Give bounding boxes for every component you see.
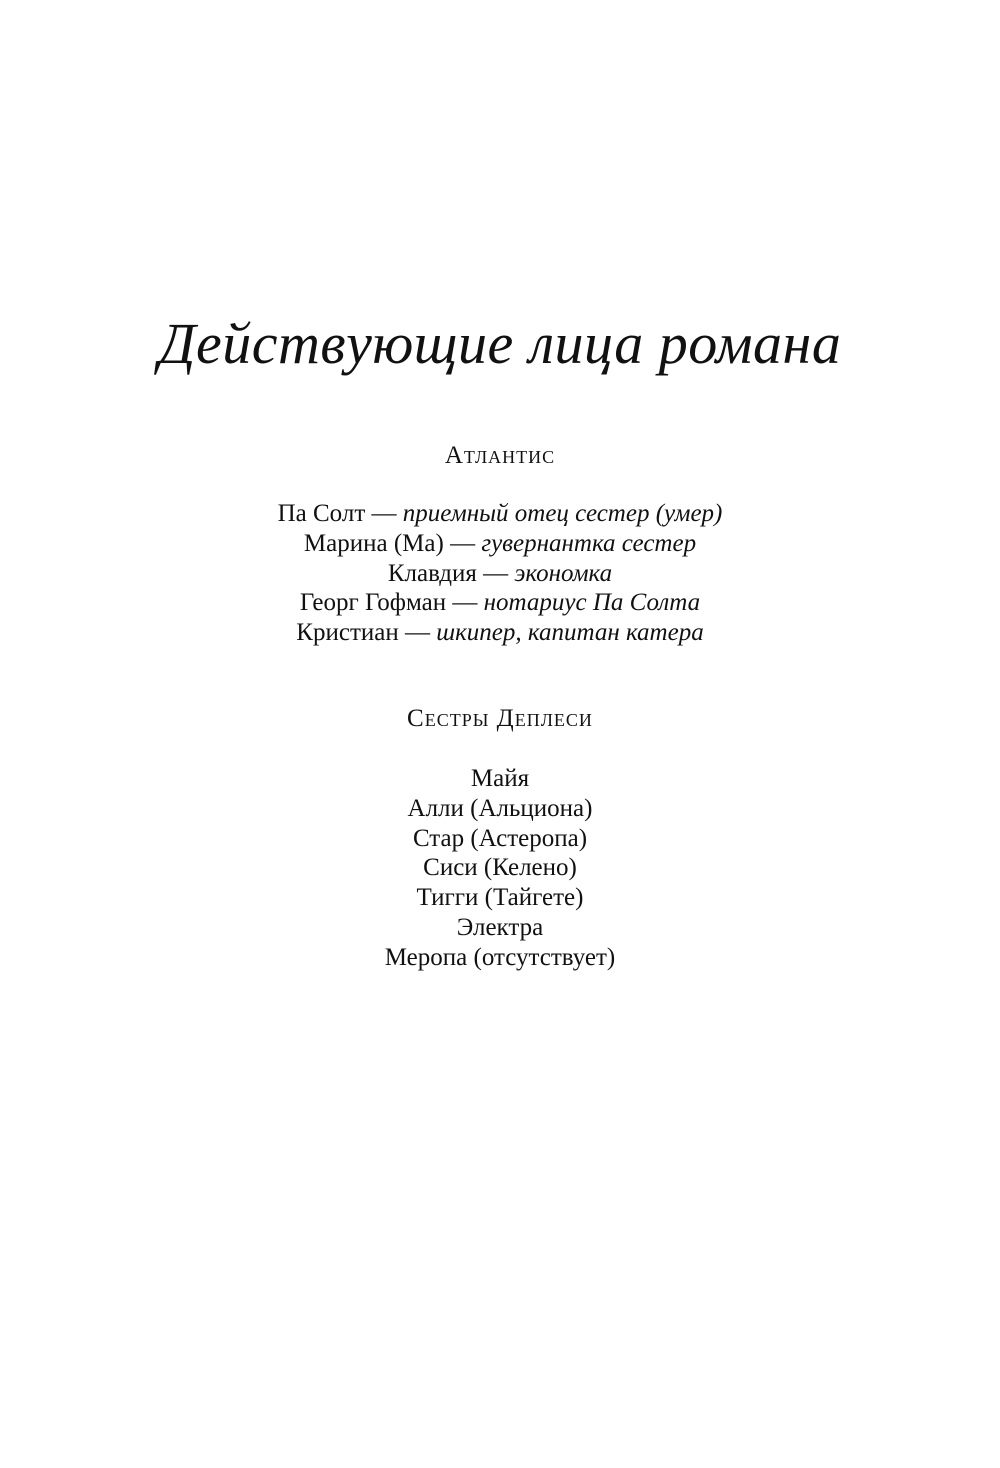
character-role: гувернантка сестер xyxy=(481,529,697,557)
sister-name: Сиси (Келено) xyxy=(423,854,577,882)
character-role: приемный отец сестер (умер) xyxy=(402,500,723,527)
sister-name: Электра xyxy=(456,913,544,941)
sister-name: Стар (Астеропа) xyxy=(412,824,588,852)
character-name: Марина (Ма) xyxy=(303,529,444,557)
sister-name: Тигги (Тайгете) xyxy=(416,884,584,912)
section-heading-atlantis: Атлантис xyxy=(444,442,556,469)
character-name: Кристиан xyxy=(296,619,399,647)
sisters-name-list xyxy=(0,764,1000,973)
character-entry xyxy=(0,588,1000,618)
character-name: Георг Гофман xyxy=(299,589,447,617)
dash-separator: — xyxy=(398,619,437,647)
character-role: нотариус Па Солта xyxy=(483,589,701,617)
section-heading-sisters: Сестры Деплеси xyxy=(407,705,593,732)
dash-separator: — xyxy=(476,559,515,587)
character-entry xyxy=(0,529,1000,559)
character-name: Па Солт xyxy=(277,500,366,527)
character-role: шкипер, капитан катера xyxy=(436,619,704,647)
sister-name: Майя xyxy=(470,765,530,792)
dash-separator: — xyxy=(446,589,484,617)
character-entry xyxy=(0,618,1000,648)
character-name: Клавдия xyxy=(387,559,477,587)
page-title: Действующие лица романа xyxy=(158,311,842,376)
sister-name: Алли (Альциона) xyxy=(407,794,593,822)
sister-name: Меропа (отсутствует) xyxy=(384,943,616,971)
character-entry xyxy=(0,559,1000,589)
character-entry xyxy=(0,499,1000,529)
dash-separator: — xyxy=(365,500,403,527)
atlantis-character-list xyxy=(0,499,1000,648)
character-role: экономка xyxy=(514,559,613,587)
dash-separator: — xyxy=(443,529,482,557)
